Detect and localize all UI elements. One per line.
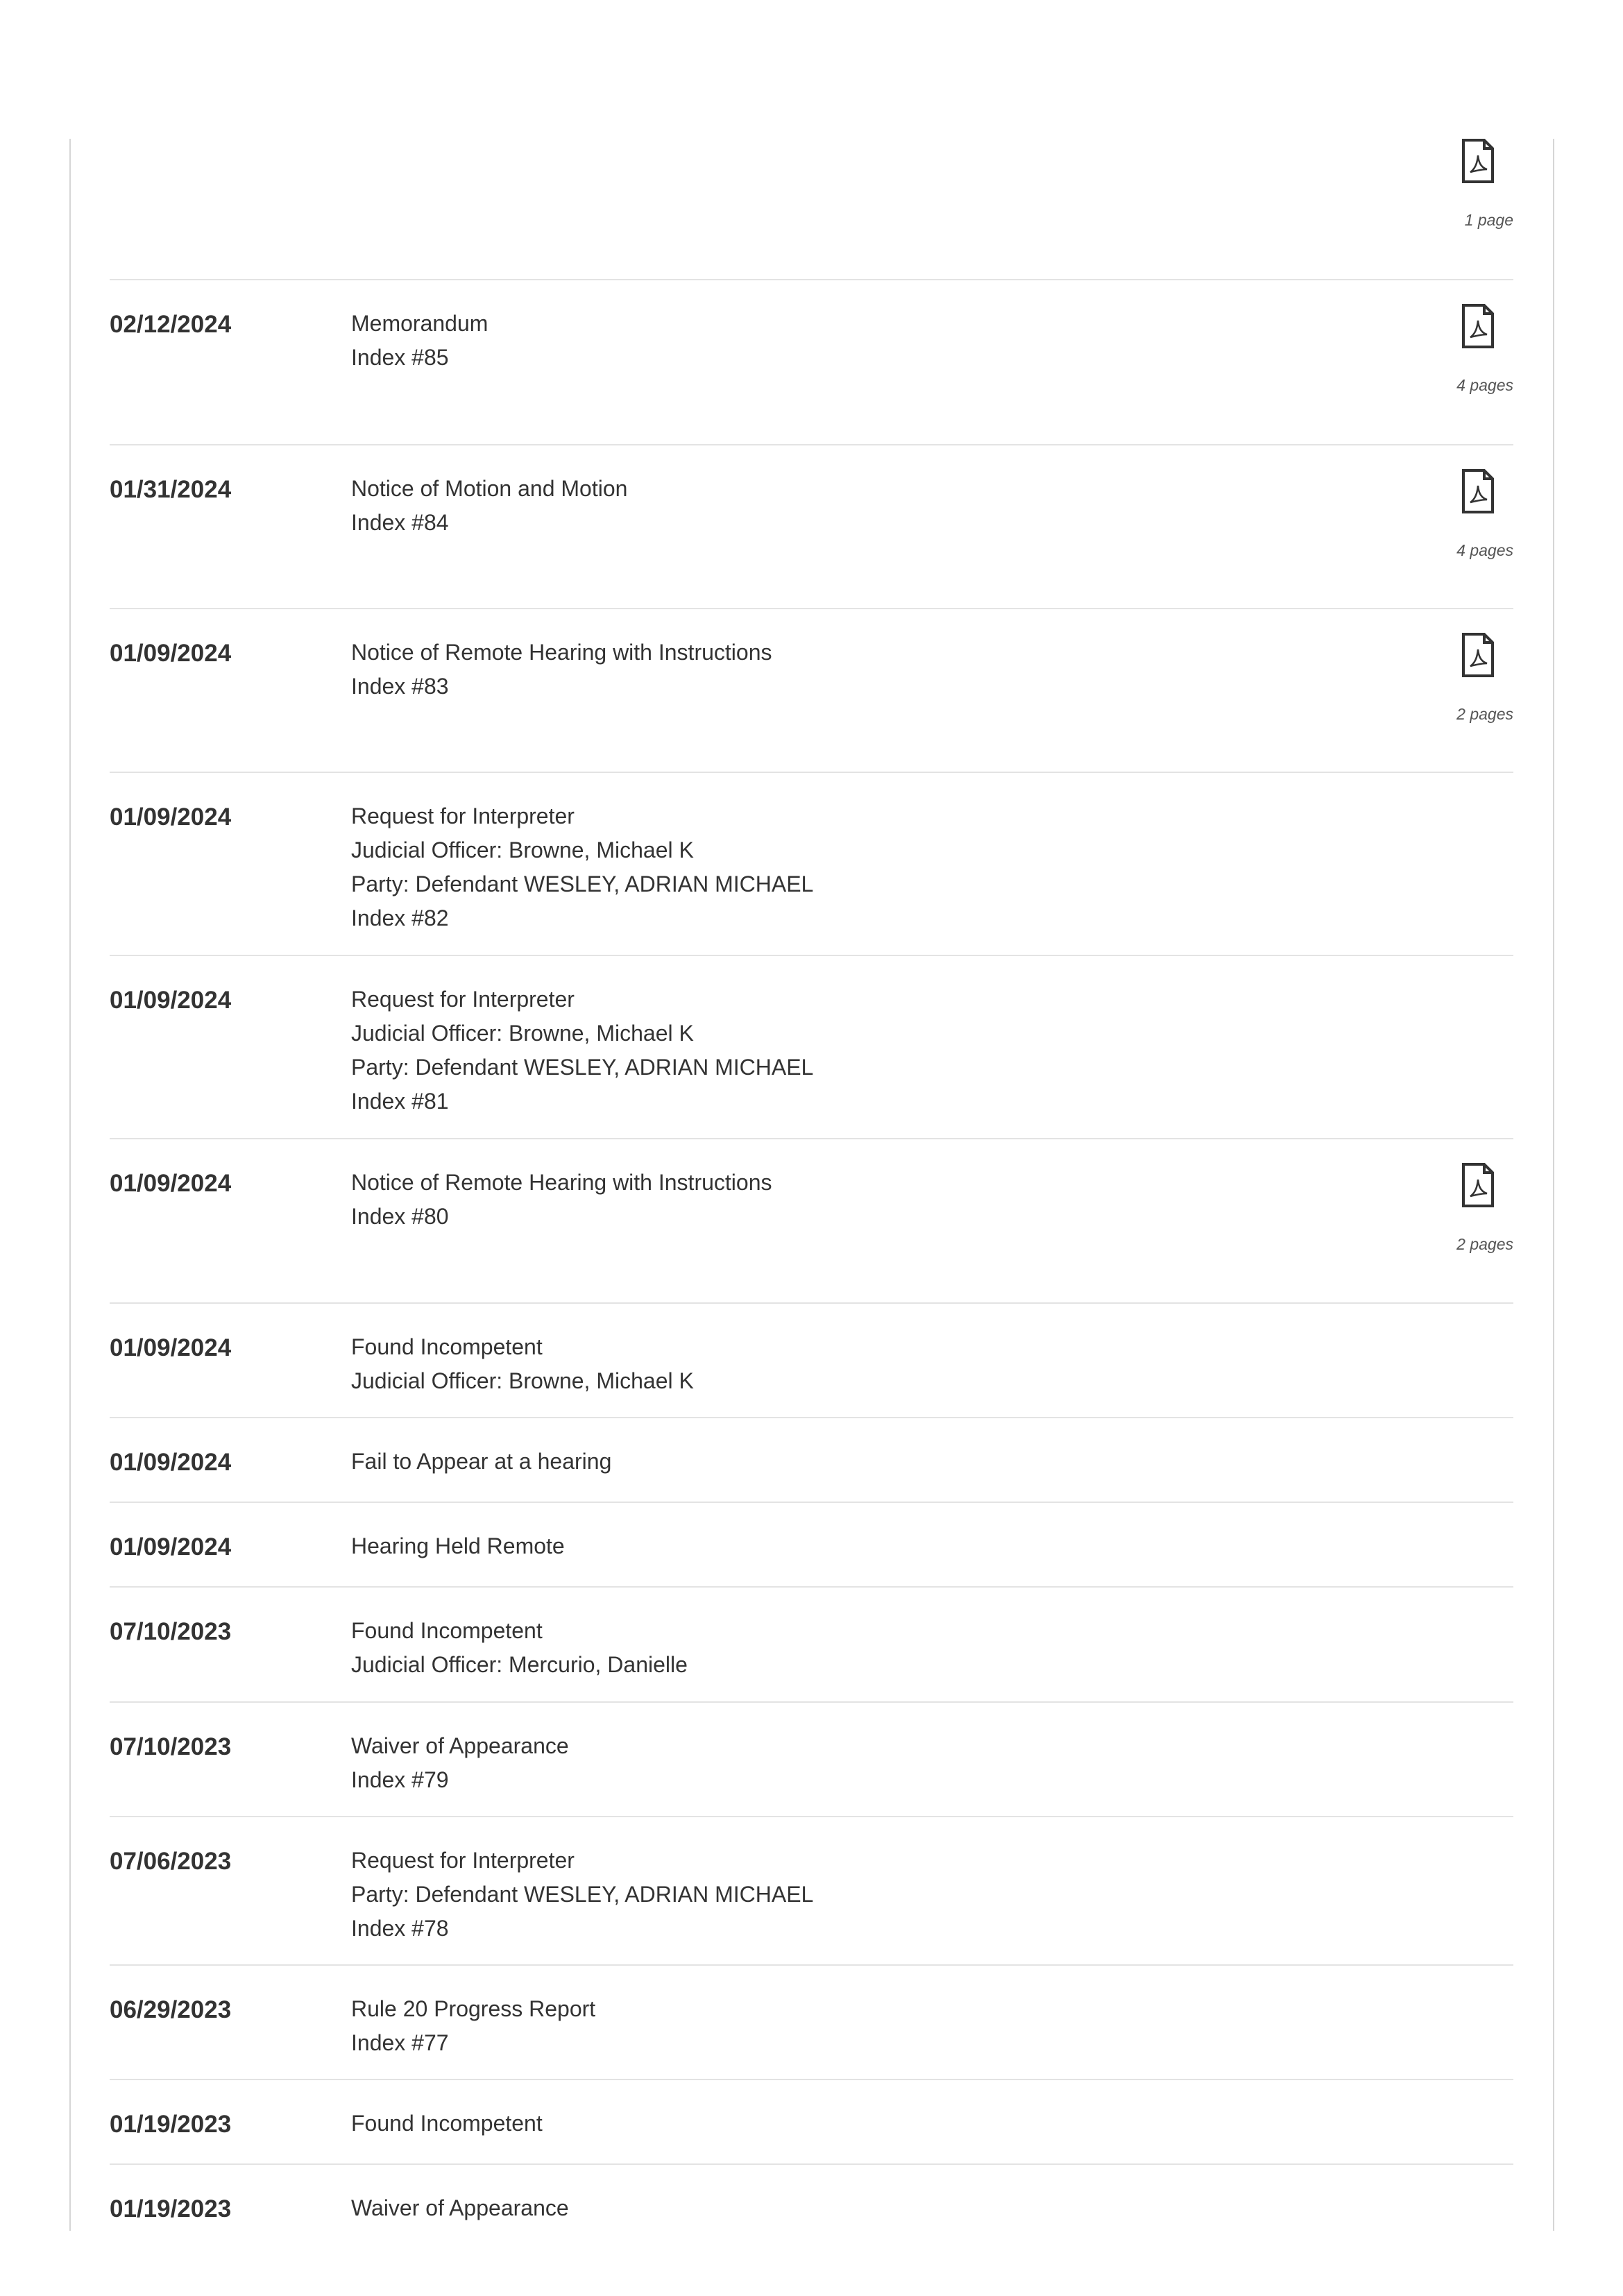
entry-party: Party: Defendant WESLEY, ADRIAN MICHAEL — [351, 1882, 814, 1907]
document-link[interactable] — [1388, 139, 1513, 250]
document-link[interactable] — [1388, 304, 1513, 415]
entry-title: Rule 20 Progress Report — [351, 1996, 596, 2021]
page-count: 2 pages — [1456, 1235, 1513, 1253]
entry-date: 01/31/2024 — [110, 476, 232, 503]
entry-date: 01/09/2024 — [110, 1170, 232, 1197]
entry-title: Found Incompetent — [351, 1334, 543, 1359]
entry-index: Index #82 — [351, 905, 449, 930]
docket-entry — [110, 1817, 1513, 1966]
pdf-file-icon[interactable] — [1461, 139, 1495, 183]
entry-details — [351, 1445, 611, 1479]
entry-judicial-officer: Judicial Officer: Browne, Michael K — [351, 837, 694, 862]
entry-details — [351, 1166, 772, 1234]
entry-date: 01/09/2024 — [110, 1334, 232, 1361]
entry-date: 06/29/2023 — [110, 1996, 232, 2023]
page-count: 2 pages — [1456, 705, 1513, 723]
entry-judicial-officer: Judicial Officer: Mercurio, Danielle — [351, 1652, 688, 1677]
docket-entry — [110, 139, 1513, 280]
entry-judicial-officer: Judicial Officer: Browne, Michael K — [351, 1021, 694, 1046]
entry-date: 01/09/2024 — [110, 640, 232, 667]
entry-details — [351, 1529, 565, 1563]
entry-title: Notice of Motion and Motion — [351, 476, 628, 501]
pdf-file-icon[interactable] — [1461, 304, 1495, 348]
docket-entry — [110, 1503, 1513, 1588]
entry-details — [351, 472, 627, 540]
entry-index: Index #81 — [351, 1089, 449, 1114]
entry-date: 01/19/2023 — [110, 2195, 232, 2222]
entry-details — [351, 1614, 688, 1682]
entry-details — [351, 2191, 569, 2225]
entry-title: Notice of Remote Hearing with Instructions — [351, 640, 772, 665]
entry-details — [351, 799, 813, 935]
entry-title: Waiver of Appearance — [351, 1733, 569, 1758]
entry-judicial-officer: Judicial Officer: Browne, Michael K — [351, 1368, 694, 1393]
entry-index: Index #78 — [351, 1916, 449, 1941]
entry-details — [351, 636, 772, 704]
docket-entry — [110, 609, 1513, 773]
entry-date: 01/09/2024 — [110, 803, 232, 831]
docket-entry-list — [110, 139, 1513, 2241]
entry-date: 02/12/2024 — [110, 311, 232, 338]
entry-title: Request for Interpreter — [351, 987, 575, 1012]
docket-entry — [110, 445, 1513, 609]
entry-index: Index #84 — [351, 510, 449, 535]
entry-details — [351, 2107, 543, 2141]
entry-details — [351, 1330, 694, 1398]
entry-details — [351, 1844, 813, 1946]
entry-title: Notice of Remote Hearing with Instructions — [351, 1170, 772, 1195]
entry-date: 07/06/2023 — [110, 1848, 232, 1875]
entry-date: 01/09/2024 — [110, 987, 232, 1014]
docket-entry — [110, 280, 1513, 445]
entry-index: Index #79 — [351, 1767, 449, 1792]
entry-title: Found Incompetent — [351, 2111, 543, 2136]
entry-index: Index #83 — [351, 674, 449, 699]
document-link[interactable] — [1388, 469, 1513, 580]
entry-title: Memorandum — [351, 311, 488, 336]
document-link[interactable] — [1388, 1163, 1513, 1274]
entry-index: Index #77 — [351, 2030, 449, 2055]
entry-date: 07/10/2023 — [110, 1618, 232, 1645]
docket-entry — [110, 773, 1513, 956]
entry-title: Request for Interpreter — [351, 1848, 575, 1873]
entry-title: Request for Interpreter — [351, 803, 575, 828]
entry-details — [351, 983, 813, 1119]
pdf-file-icon[interactable] — [1461, 469, 1495, 513]
page-count: 4 pages — [1456, 541, 1513, 559]
page-count: 1 page — [1464, 211, 1513, 229]
entry-date: 01/09/2024 — [110, 1449, 232, 1476]
docket-entry — [110, 1304, 1513, 1418]
entry-date: 07/10/2023 — [110, 1733, 232, 1760]
docket-entry — [110, 1703, 1513, 1817]
docket-entry — [110, 956, 1513, 1139]
entry-details — [351, 1992, 595, 2060]
docket-entry — [110, 2080, 1513, 2165]
docket-entry — [110, 1139, 1513, 1304]
entry-title: Found Incompetent — [351, 1618, 543, 1643]
docket-entry — [110, 2165, 1513, 2241]
pdf-file-icon[interactable] — [1461, 1163, 1495, 1207]
docket-entry — [110, 1588, 1513, 1703]
entry-title: Waiver of Appearance — [351, 2195, 569, 2220]
entry-party: Party: Defendant WESLEY, ADRIAN MICHAEL — [351, 871, 814, 896]
entry-date: 01/09/2024 — [110, 1533, 232, 1561]
docket-entry — [110, 1418, 1513, 1503]
docket-entry — [110, 1966, 1513, 2080]
entry-date: 01/19/2023 — [110, 2111, 232, 2138]
entry-index: Index #85 — [351, 345, 449, 370]
entry-party: Party: Defendant WESLEY, ADRIAN MICHAEL — [351, 1055, 814, 1080]
document-link[interactable] — [1388, 633, 1513, 744]
page-count: 4 pages — [1456, 376, 1513, 394]
entry-details — [351, 307, 488, 375]
entry-title: Fail to Appear at a hearing — [351, 1449, 612, 1474]
entry-details — [351, 1729, 569, 1797]
entry-index: Index #80 — [351, 1204, 449, 1229]
entry-title: Hearing Held Remote — [351, 1533, 565, 1558]
pdf-file-icon[interactable] — [1461, 633, 1495, 677]
